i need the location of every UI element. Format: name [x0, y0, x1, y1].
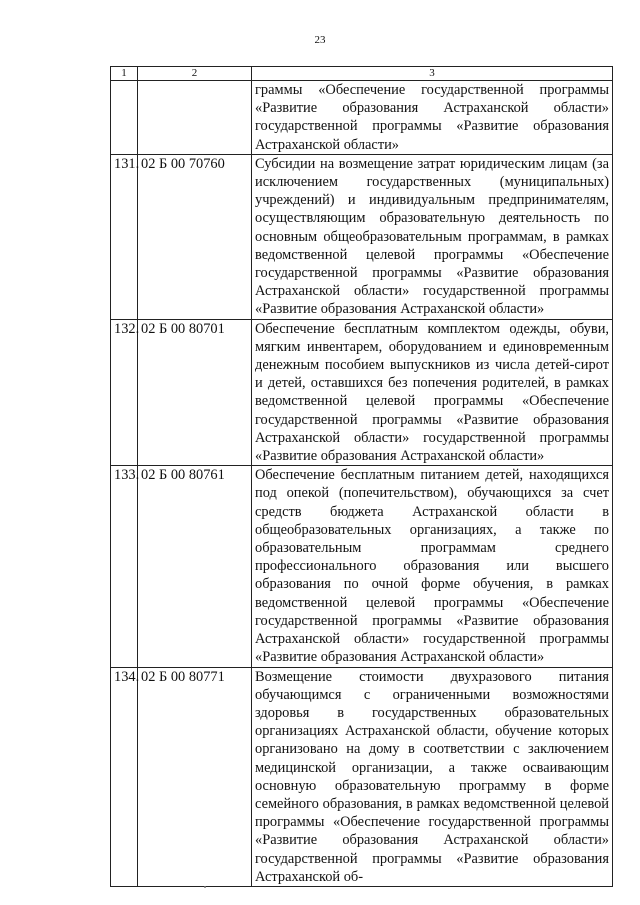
scan-artifact-dot — [204, 886, 206, 888]
table-row — [111, 319, 613, 466]
row-code-cell — [138, 81, 252, 155]
row-code-cell: 02 Б 00 80701 — [138, 319, 252, 466]
row-number-cell: 134. — [111, 667, 138, 886]
row-description-cell: Обеспечение бесплатным комплектом одежды, обуви, мягким инвентарем, оборудованием и единовременным денежным пособием выпускников из числа детей-сирот и детей, оставшихся без попечения родителей, в рамках ведомственной целевой программы «Обеспечение государственной программы «Развитие образования Астраханской области» государственной программы «Развитие образования Астраханской области» — [252, 319, 613, 466]
row-code-cell: 02 Б 00 70760 — [138, 154, 252, 319]
column-header-3: 3 — [252, 67, 613, 81]
row-description-cell: граммы «Обеспечение государственной программы «Развитие образования Астраханской области» государственной программы «Развитие образования Астраханской области» — [252, 81, 613, 155]
table-row — [111, 466, 613, 667]
column-header-1: 1 — [111, 67, 138, 81]
table-row — [111, 667, 613, 886]
table-row-continuation — [111, 81, 613, 155]
row-code-cell: 02 Б 00 80761 — [138, 466, 252, 667]
row-number-cell: 133. — [111, 466, 138, 667]
row-description-cell: Субсидии на возмещение затрат юридическим лицам (за исключением государственных (муниципальных) учреждений) и индивидуальным предпринимателям, осуществляющим образовательную деятельность по основным общеобразовательным программам, в рамках ведомственной целевой программы «Обеспечение государственной программы «Развитие образования Астраханской области» государственной программы «Развитие образования Астраханской области» — [252, 154, 613, 319]
row-number-cell — [111, 81, 138, 155]
column-header-2: 2 — [138, 67, 252, 81]
row-description-cell: Обеспечение бесплатным питанием детей, находящихся под опекой (попечительством), обучающихся за счет средств бюджета Астраханской области в общеобразовательных организациях, а также по образовательным программам среднего профессионального образования или высшего образования по очной форме обучения, в рамках ведомственной целевой программы «Обеспечение государственной программы «Развитие образования Астраханской области» государственной программы «Развитие образования Астраханской области» — [252, 466, 613, 667]
table-row — [111, 154, 613, 319]
row-number-cell: 132. — [111, 319, 138, 466]
row-number-cell: 131. — [111, 154, 138, 319]
budget-classification-table — [110, 66, 613, 887]
table-header-row — [111, 67, 613, 81]
row-code-cell: 02 Б 00 80771 — [138, 667, 252, 886]
page-number: 23 — [314, 34, 326, 46]
row-description-cell: Возмещение стоимости двухразового питания обучающимся с ограниченными возможностями здоровья в государственных образовательных организациях Астраханской области, обучение которых организовано на дому в соответствии с заключением медицинской организации, а также осваивающим основную образовательную программу в форме семейного образования, в рамках ведомственной целевой программы «Обеспечение государственной программы «Развитие образования Астраханской области» государственной программы «Развитие образования Астраханской об- — [252, 667, 613, 886]
